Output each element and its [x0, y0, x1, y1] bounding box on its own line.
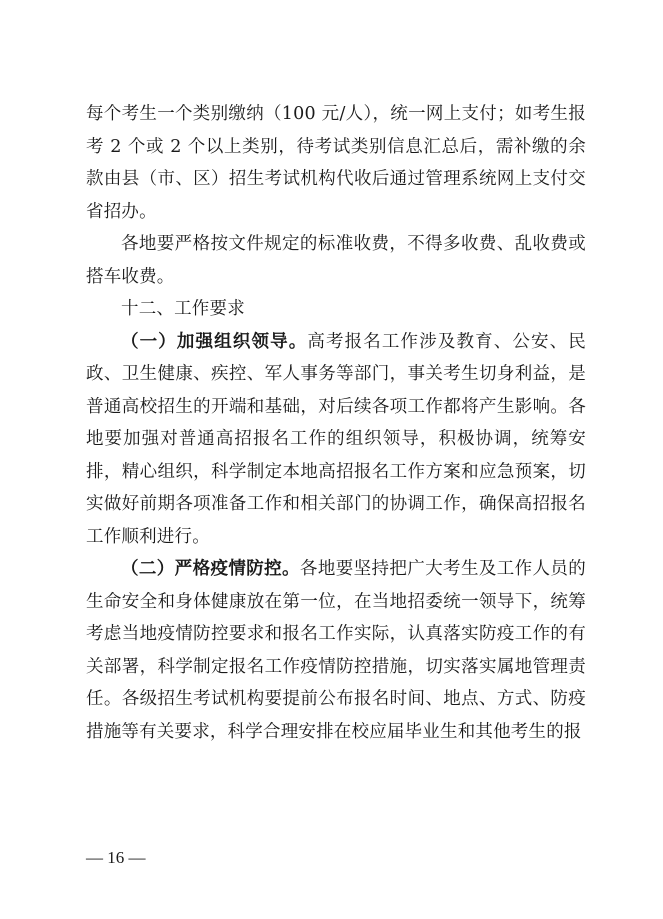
- paragraph-lead: （二）严格疫情防控。: [121, 559, 300, 579]
- paragraph-fee-payment: [86, 98, 586, 228]
- paragraph-fee-standard: [86, 228, 586, 293]
- paragraph-organization-leadership: [86, 326, 586, 554]
- page-number: — 16 —: [86, 848, 146, 867]
- paragraph-lead: （一）加强组织领导。: [121, 331, 308, 352]
- section-heading: 十二、工作要求: [121, 299, 245, 319]
- paragraph-text: 每个考生一个类别缴纳（100 元/人），统一网上支付；如考生报考 2 个或 2 个以上类别，待考试类别信息汇总后，需补缴的余款由县（市、区）招生考试机构代收后通过管理系统网上支付交省招办。: [86, 104, 586, 222]
- paragraph-epidemic-control: [86, 553, 586, 748]
- paragraph-text: 各地要严格按文件规定的标准收费，不得多收费、乱收费或搭车收费。: [86, 234, 586, 287]
- paragraph-text: 高考报名工作涉及教育、公安、民政、卫生健康、疾控、军人事务等部门，事关考生切身利益，是普通高校招生的开端和基础，对后续各项工作都将产生影响。各地要加强对普通高招报名工作的组织领导，积极协调，统筹安排，精心组织，科学制定本地高招报名工作方案和应急预案，切实做好前期各项准备工作和相关部门的协调工作，确保高招报名工作顺利进行。: [86, 331, 586, 547]
- paragraph-text: 各地要坚持把广大考生及工作人员的生命安全和身体健康放在第一位，在当地招委统一领导下，统筹考虑当地疫情防控要求和报名工作实际，认真落实防疫工作的有关部署，科学制定报名工作疫情防控措施，切实落实属地管理责任。各级招生考试机构要提前公布报名时间、地点、方式、防疫措施等有关要求，科学合理安排在校应届毕业生和其他考生的报: [86, 559, 586, 742]
- document-body: [86, 98, 586, 748]
